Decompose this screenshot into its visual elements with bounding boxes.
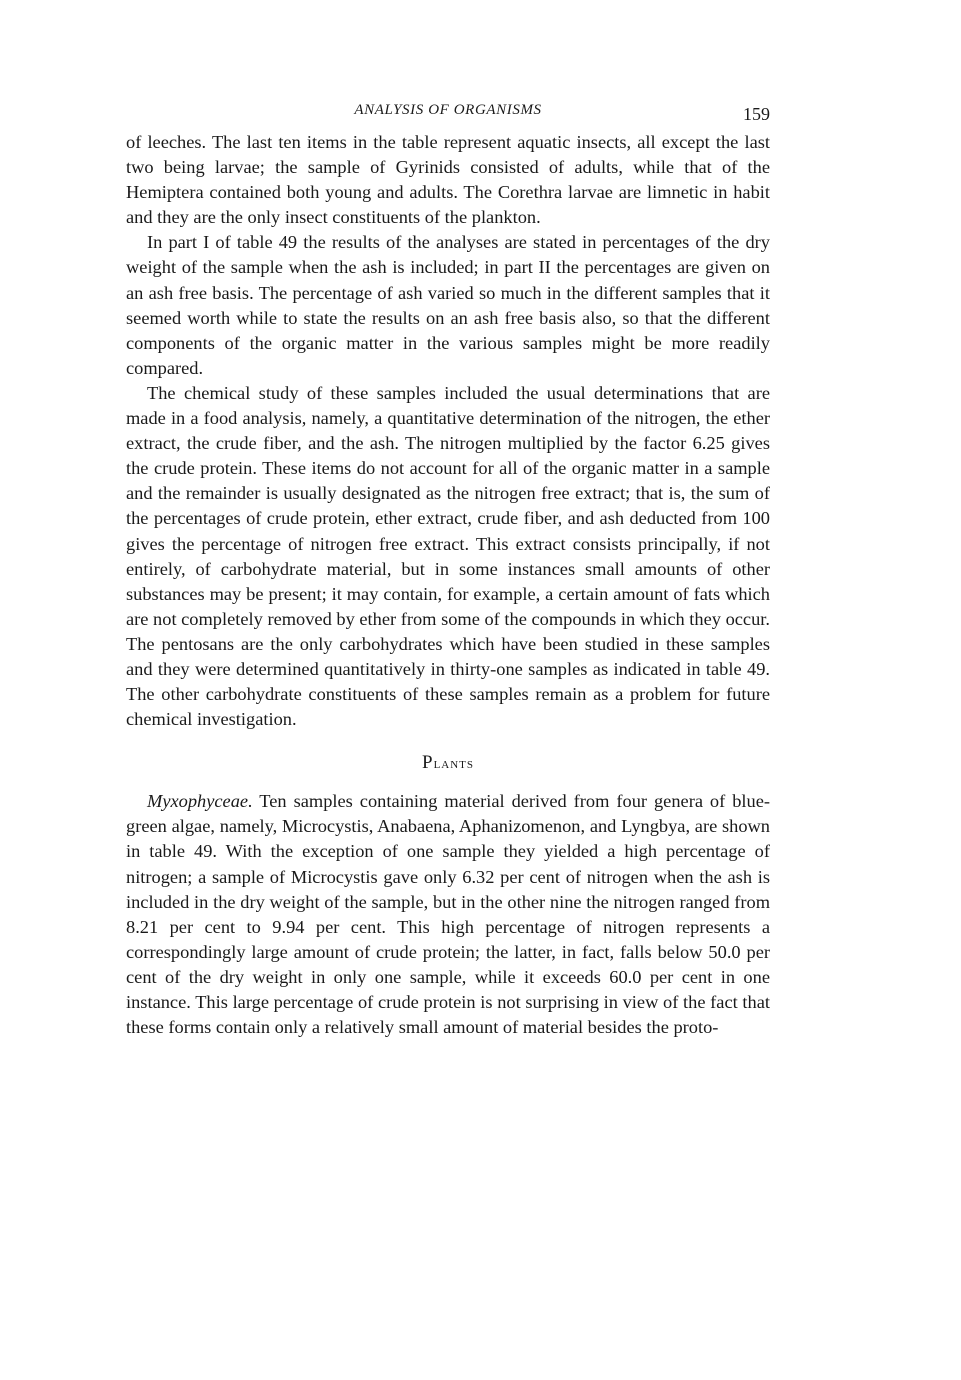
running-header bbox=[126, 100, 770, 130]
page bbox=[126, 100, 770, 1040]
paragraph-table-49-parts: In part I of table 49 the results of the analyses are stated in percentages of the dry weight of the sample when the ash is included; in part II the percentages are given on an ash free basis. The percentage of ash varied so much in the different samples that it seemed worth while to state the results on an ash free basis also, so that the different components of the organic matter in the various samples might be more readily compared. bbox=[126, 232, 770, 378]
running-title: ANALYSIS OF ORGANISMS bbox=[354, 102, 542, 118]
body-text bbox=[126, 130, 770, 1040]
heading-initial: P bbox=[421, 752, 434, 774]
heading-rest: lants bbox=[433, 755, 475, 773]
lead-term-myxophyceae: Myxophyceae. bbox=[147, 791, 253, 812]
paragraph-chemical-study: The chemical study of these samples included the usual determinations that are made in a food analysis, namely, a quantitative determination of the nitrogen, the ether extract, the crude fiber, and the ash. The nitrogen multiplied by the factor 6.25 gives the crude protein. These items do not account for all of the organic matter in a sample and the remainder is usually designated as the nitrogen free extract; that is, the sum of the percentages of crude protein, ether extract, crude fiber, and ash deducted from 100 gives the percentage of nitrogen free extract. This extract consists principally, if not entirely, of carbohydrate material, but in some instances small amounts of other substances may be present; it may contain, for example, a certain amount of fats which are not completely removed by ether from some of the compounds in which they occur. The pentosans are the only carbohydrates which have been studied in these samples and they were determined quantitatively in thirty-one samples as indicated in table 49. The other carbohydrate constituents of these samples remain as a problem for future chemical investigation. bbox=[126, 382, 770, 730]
paragraph-myxophyceae-text: Ten samples containing material derived from four genera of blue-green algae, namely, Microcystis, Anabaena, Aphanizomenon, and Lyngbya, are shown in table 49. With the exception of one sample they yielded a high percentage of nitrogen; a sample of Microcystis gave only 6.32 per cent of nitrogen when the ash is included in the dry weight of the sample, but in the other nine the nitrogen ranged from 8.21 per cent to 9.94 per cent. This high percentage of nitrogen represents a correspondingly large amount of crude protein; the latter, in fact, falls below 50.0 per cent of the dry weight in only one sample, while it exceeds 60.0 per cent in one instance. This large percentage of crude protein is not surprising in view of the fact that these forms contain only a relatively small amount of material besides the proto- bbox=[126, 791, 770, 1038]
paragraph-leeches-insects: of leeches. The last ten items in the table represent aquatic insects, all except the last two being larvae; the sample of Gyrinids consisted of adults, while that of the Hemiptera contained both young and adults. The Corethra larvae are limnetic in habit and they are the only insect constituents of the plankton. bbox=[126, 132, 770, 228]
paragraph-myxophyceae bbox=[126, 789, 770, 1040]
page-number: 159 bbox=[743, 104, 770, 124]
section-heading-plants bbox=[126, 752, 770, 774]
